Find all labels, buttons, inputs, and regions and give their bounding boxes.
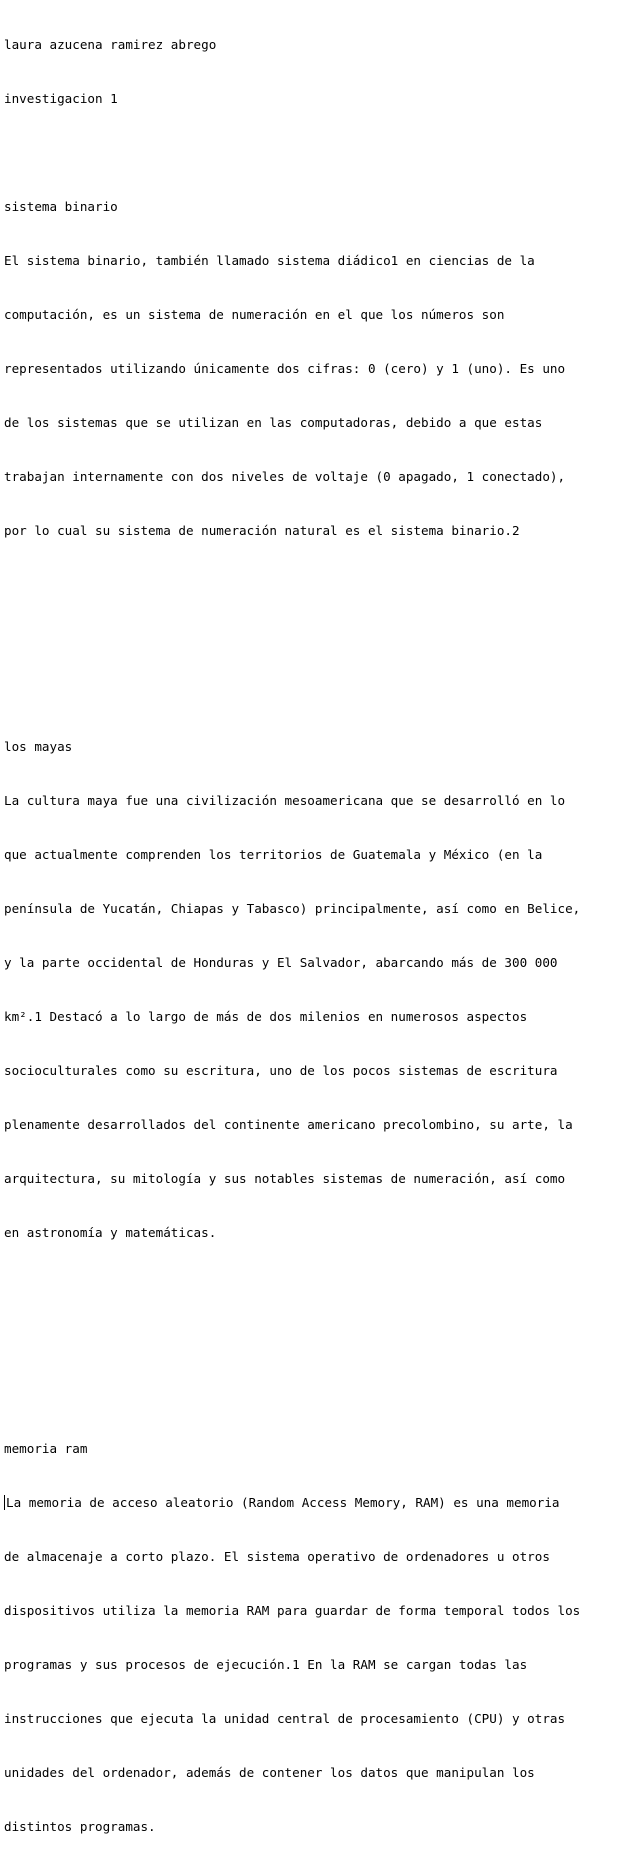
paragraph-line: de almacenaje a corto plazo. El sistema operativo de ordenadores u otros <box>4 1549 550 1564</box>
blank-line <box>4 684 613 702</box>
paragraph-line: La cultura maya fue una civilización mesoamericana que se desarrolló en lo <box>4 793 566 808</box>
paragraph-line: por lo cual su sistema de numeración natural es el sistema binario.2 <box>4 523 520 538</box>
paragraph-line: El sistema binario, también llamado sistema diádico1 en ciencias de la <box>4 253 535 268</box>
paragraph-line: programas y sus procesos de ejecución.1 En la RAM se cargan todas las <box>4 1657 528 1672</box>
paragraph-line: en astronomía y matemáticas. <box>4 1225 217 1240</box>
blank-line <box>4 576 613 594</box>
paragraph-line: socioculturales como su escritura, uno de los pocos sistemas de escritura <box>4 1063 558 1078</box>
paragraph-line: km².1 Destacó a lo largo de más de dos milenios en numerosos aspectos <box>4 1009 528 1024</box>
paragraph-line: trabajan internamente con dos niveles de voltaje (0 apagado, 1 conectado), <box>4 469 566 484</box>
blank-line <box>4 1386 613 1404</box>
text-caret <box>4 1495 5 1510</box>
heading-memoria-ram: memoria ram <box>4 1441 88 1456</box>
paragraph-line-with-caret <box>4 1494 613 1512</box>
paragraph-line: instrucciones que ejecuta la unidad central de procesamiento (CPU) y otras <box>4 1711 566 1726</box>
paragraph-line: y la parte occidental de Honduras y El Salvador, abarcando más de 300 000 <box>4 955 558 970</box>
heading-los-mayas: los mayas <box>4 739 73 754</box>
paragraph-line: plenamente desarrollados del continente americano precolombino, su arte, la <box>4 1117 573 1132</box>
paragraph-line: unidades del ordenador, además de contener los datos que manipulan los <box>4 1765 535 1780</box>
paragraph-line: dispositivos utiliza la memoria RAM para guardar de forma temporal todos los <box>4 1603 581 1618</box>
paragraph-line: península de Yucatán, Chiapas y Tabasco) principalmente, así como en Belice, <box>4 901 581 916</box>
author-line: laura azucena ramirez abrego <box>4 37 217 52</box>
paragraph-line: distintos programas. <box>4 1819 156 1834</box>
blank-line <box>4 1332 613 1350</box>
paragraph-line-text: La memoria de acceso aleatorio (Random Access Memory, RAM) es una memoria <box>6 1495 560 1510</box>
blank-line <box>4 1278 613 1296</box>
blank-line <box>4 144 613 162</box>
blank-line <box>4 630 613 648</box>
paragraph-line: que actualmente comprenden los territorios de Guatemala y México (en la <box>4 847 543 862</box>
paragraph-line: computación, es un sistema de numeración en el que los números son <box>4 307 505 322</box>
paragraph-line: arquitectura, su mitología y sus notables sistemas de numeración, así como <box>4 1171 566 1186</box>
document-subtitle: investigacion 1 <box>4 91 118 106</box>
paragraph-line: de los sistemas que se utilizan en las computadoras, debido a que estas <box>4 415 543 430</box>
heading-sistema-binario: sistema binario <box>4 199 118 214</box>
paragraph-line: representados utilizando únicamente dos cifras: 0 (cero) y 1 (uno). Es uno <box>4 361 566 376</box>
